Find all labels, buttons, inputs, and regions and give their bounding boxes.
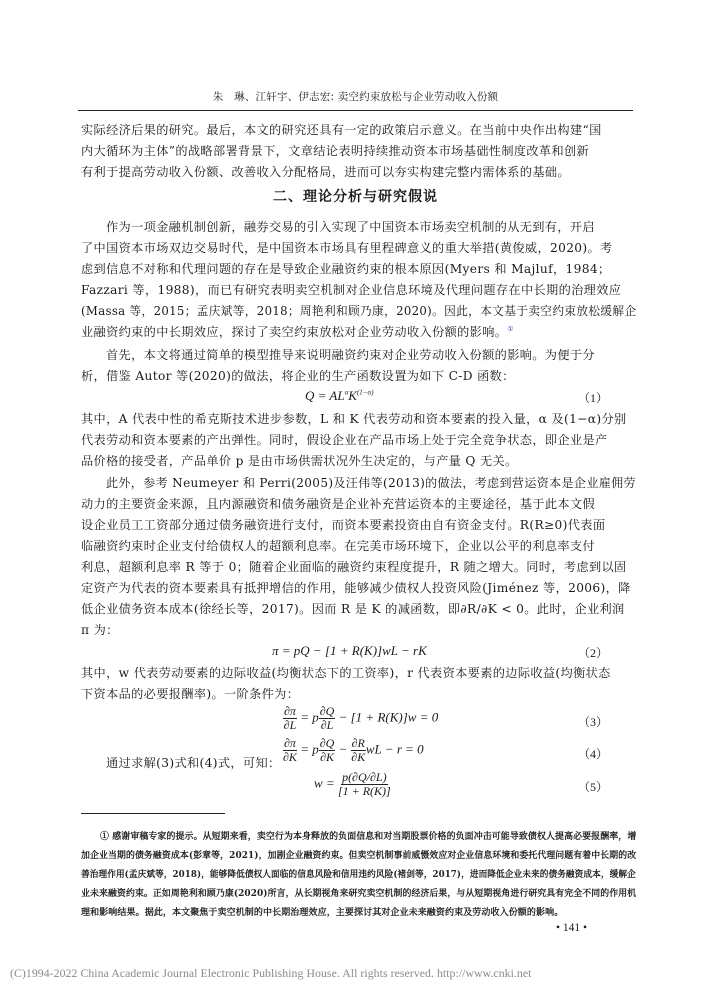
numerator: ∂π bbox=[284, 736, 296, 750]
denominator: ∂K bbox=[283, 750, 297, 764]
footnote-line: 理和影响结果。据此，本文聚焦于卖空机制的中长期治理效应，主要探讨其对企业未来融资约束及劳动收入份额的影响。 bbox=[81, 908, 564, 918]
equation-number: （4） bbox=[578, 747, 609, 761]
eq1-lhs: Q = AL bbox=[305, 388, 345, 403]
footnote-reference[interactable]: ① bbox=[507, 324, 514, 333]
equation-number: （1） bbox=[578, 391, 609, 405]
equation-number: （5） bbox=[578, 780, 609, 794]
text-line: Fazzari 等，1988)，而已有研究表明卖空机制对企业信息环境及代理问题存在中长期的治理效应 bbox=[81, 283, 622, 297]
text-line: 内大循环为主体”的战略部署背景下，文章结论表明持续推动资本市场基础性制度改革和创新 bbox=[81, 144, 590, 158]
denominator: ∂L bbox=[283, 718, 297, 732]
denominator: [1 + R(K)] bbox=[337, 784, 391, 798]
eq1-exponent: (1−α) bbox=[356, 388, 374, 397]
fraction bbox=[283, 705, 297, 732]
footnote-line: 加企业当期的债务融资成本(彭章等，2021)，加剧企业融资约束。但卖空机制事前威慑效应对企业信息环境和委托代理问题有着中长期的改 bbox=[81, 851, 637, 861]
fraction bbox=[319, 737, 336, 764]
text-line: 设企业员工工资部分通过债务融资进行支付，而资本要素投资由自有资金支付。R(R≥0)代表面 bbox=[81, 518, 606, 532]
text-line: 了中国资本市场双边交易时代，是中国资本市场具有里程碑意义的重大举措(黄俊威，2020)。考 bbox=[81, 241, 613, 255]
equation-number: （2） bbox=[578, 646, 609, 660]
eq4-rest: wL − r = 0 bbox=[365, 741, 424, 757]
text-line: 品价格的接受者，产品单价 p 是由市场供需状况外生决定的，与产量 Q 无关。 bbox=[81, 454, 518, 468]
text-line: 定资产为代表的资本要素具有抵押增信的作用，能够减少债权人投资风险(Jiménez 等，2006)，降 bbox=[81, 581, 631, 595]
text-line: 此外，参考 Neumeyer 和 Perri(2005)及汪伟等(2013)的做法，考虑到营运资本是企业雇佣劳 bbox=[106, 476, 636, 490]
page-number: • 141 • bbox=[556, 922, 588, 934]
text-line: 其中，w 代表劳动要素的边际收益(均衡状态下的工资率)，r 代表资本要素的边际收益(均衡状态 bbox=[81, 666, 611, 680]
equation-5 bbox=[314, 771, 391, 798]
text-line: (Massa 等，2015；孟庆斌等，2018；周艳利和顾乃康，2020)。因此，本文基于卖空约束放松缓解企 bbox=[81, 304, 637, 318]
minus: − bbox=[338, 741, 348, 757]
text-line: 临融资约束时企业支付给债权人的超额利息率。在完美市场环境下，企业以公平的利息率支付 bbox=[81, 539, 596, 553]
eq1-alpha: α bbox=[344, 388, 349, 397]
footnote-line: ① 感谢审稿专家的提示。从短期来看，卖空行为本身释放的负面信息和对当期股票价格的负面冲击可能导致债权人提高必要报酬率，增 bbox=[100, 832, 637, 842]
numerator: ∂Q bbox=[319, 704, 335, 718]
equals: = p bbox=[300, 741, 319, 757]
fraction bbox=[338, 771, 391, 798]
equation-3 bbox=[283, 705, 438, 732]
copyright-notice: (C)1994-2022 China Academic Journal Electronic Publishing House. All rights reserved. http://www.cnki.net bbox=[10, 966, 532, 980]
fraction bbox=[319, 705, 336, 732]
denominator: ∂K bbox=[351, 750, 366, 764]
text-line: 代表劳动和资本要素的产出弹性。同时，假设企业在产品市场上处于完全竞争状态，即企业是产 bbox=[81, 433, 608, 447]
section-heading: 二、理论分析与研究假说 bbox=[273, 189, 438, 205]
denominator: ∂K bbox=[320, 750, 334, 764]
text-line: 其中，A 代表中性的希克斯技术进步参数，L 和 K 代表劳动和资本要素的投入量，α 及(1−α)分别 bbox=[81, 412, 627, 426]
numerator: ∂R bbox=[351, 736, 365, 750]
text-line bbox=[81, 323, 514, 340]
numerator: p(∂Q/∂L) bbox=[342, 770, 387, 784]
footnote-line: 善治理作用(孟庆斌等，2018)，能够降低债权人面临的信息风险和信用违约风险(褚剑等，2017)，进而降低企业未来的债务融资成本，缓解企 bbox=[81, 870, 636, 880]
numerator: ∂Q bbox=[319, 736, 335, 750]
fraction bbox=[351, 737, 366, 764]
equation-2: π = pQ − [1 + R(K)]wL − rK bbox=[272, 643, 427, 658]
numerator: ∂π bbox=[284, 704, 296, 718]
equals: = p bbox=[300, 709, 319, 725]
eq3-rest: − [1 + R(K)]w = 0 bbox=[338, 709, 439, 725]
footnote-line: 业未来融资约束。正如周艳利和顾乃康(2020)所言，从长期视角来研究卖空机制的经济后果，与从短期视角进行研究具有完全不同的作用机 bbox=[81, 889, 637, 899]
text-line: 动力的主要资金来源，且内源融资和债务融资是企业补充营运资本的主要途径，基于此本文假 bbox=[81, 497, 596, 511]
text-span: 业融资约束的中长期效应，探讨了卖空约束放松对企业劳动收入份额的影响。 bbox=[81, 325, 508, 339]
equation-number: （3） bbox=[578, 715, 609, 729]
header-rule bbox=[78, 110, 633, 111]
running-header: 朱 琳、江轩宇、伊志宏: 卖空约束放松与企业劳动收入份额 bbox=[212, 91, 499, 103]
text-line: π 为： bbox=[81, 623, 119, 637]
text-line: 利息，超额利息率 R 等于 0；随着企业面临的融资约束程度提升，R 随之增大。同时，考虑到以固 bbox=[81, 560, 627, 574]
text-line: 析，借鉴 Autor 等(2020)的做法，将企业的生产函数设置为如下 C-D 函数： bbox=[81, 369, 515, 383]
text-line: 作为一项金融机制创新，融券交易的引入实现了中国资本市场卖空机制的从无到有，开启 bbox=[106, 220, 595, 234]
text-line: 下资本品的必要报酬率)。一阶条件为： bbox=[81, 687, 300, 701]
text-line: 虑到信息不对称和代理问题的存在是导致企业融资约束的根本原因(Myers 和 Majluf，1984； bbox=[81, 262, 611, 276]
eq5-lhs: w = bbox=[314, 775, 335, 791]
denominator: ∂L bbox=[320, 718, 334, 732]
text-line: 通过求解(3)式和(4)式，可知： bbox=[106, 756, 281, 770]
text-line: 实际经济后果的研究。最后，本文的研究还具有一定的政策启示意义。在当前中央作出构建“国 bbox=[81, 123, 602, 137]
equation-1 bbox=[305, 388, 374, 404]
footnote-rule bbox=[81, 813, 225, 814]
text-line: 低企业债务资本成本(徐经长等，2017)。因而 R 是 K 的减函数，即∂R/∂K < 0。此时，企业利润 bbox=[81, 602, 625, 616]
text-line: 首先，本文将通过简单的模型推导来说明融资约束对企业劳动收入份额的影响。为便于分 bbox=[106, 348, 595, 362]
text-line: 有利于提高劳动收入份额、改善收入分配格局，进而可以夯实构建完整内需体系的基础。 bbox=[81, 165, 570, 179]
eq1-k: K bbox=[348, 388, 357, 403]
fraction bbox=[283, 737, 297, 764]
equation-4 bbox=[283, 737, 424, 764]
